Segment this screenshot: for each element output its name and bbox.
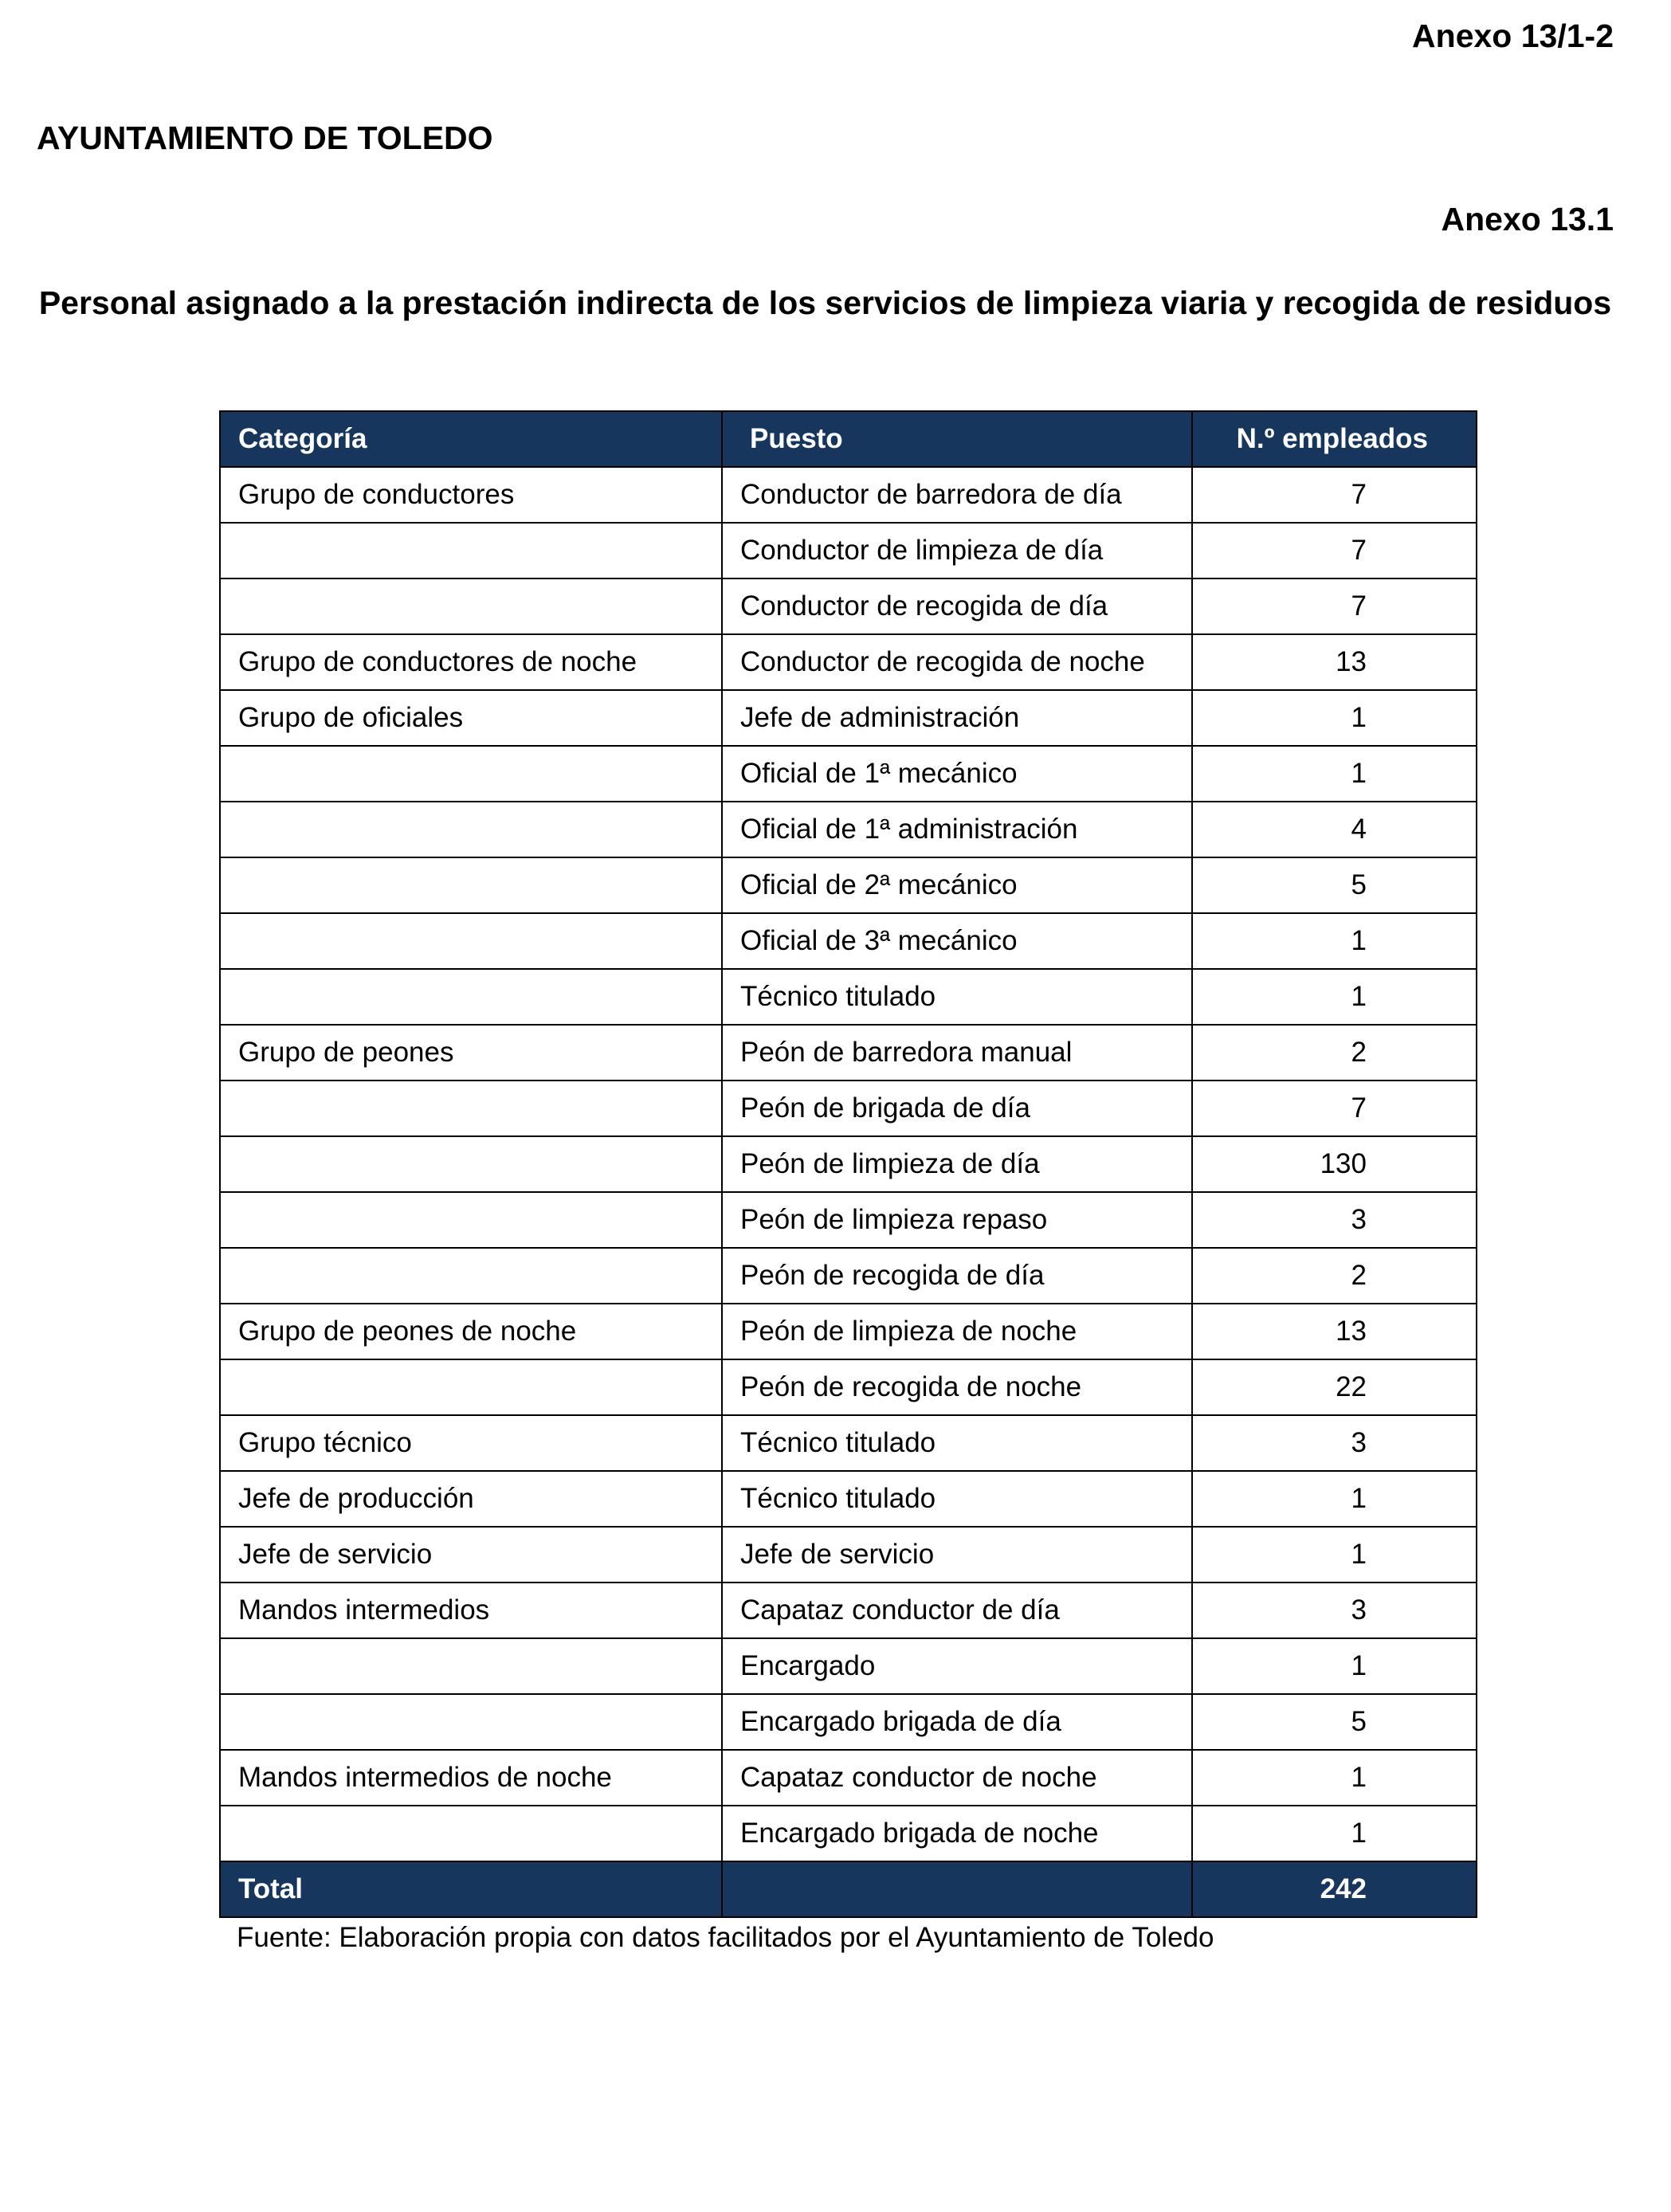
table-row xyxy=(220,467,1477,523)
column-header-position: Puesto xyxy=(722,411,1192,467)
annex-reference: Anexo 13/1-2 xyxy=(1412,18,1614,54)
cell-position: Encargado brigada de noche xyxy=(722,1806,1192,1861)
table-row xyxy=(220,1248,1477,1304)
table-row xyxy=(220,1750,1477,1806)
cell-position: Jefe de servicio xyxy=(722,1527,1192,1583)
cell-position: Oficial de 2ª mecánico xyxy=(722,857,1192,913)
cell-category: Jefe de producción xyxy=(220,1471,722,1527)
cell-position: Peón de limpieza repaso xyxy=(722,1192,1192,1248)
cell-position: Capataz conductor de día xyxy=(722,1583,1192,1638)
table-row xyxy=(220,1638,1477,1694)
table-row xyxy=(220,523,1477,578)
cell-count: 2 xyxy=(1192,1248,1477,1304)
cell-position: Oficial de 1ª administración xyxy=(722,802,1192,857)
cell-category xyxy=(220,969,722,1025)
cell-count: 1 xyxy=(1192,913,1477,969)
cell-category xyxy=(220,1694,722,1750)
cell-category xyxy=(220,1359,722,1415)
organization-name: AYUNTAMIENTO DE TOLEDO xyxy=(37,120,493,156)
cell-count: 3 xyxy=(1192,1583,1477,1638)
column-header-employees: N.º empleados xyxy=(1192,411,1477,467)
cell-count: 5 xyxy=(1192,1694,1477,1750)
table-row xyxy=(220,802,1477,857)
cell-position: Conductor de barredora de día xyxy=(722,467,1192,523)
cell-count: 13 xyxy=(1192,1304,1477,1359)
cell-position: Técnico titulado xyxy=(722,1471,1192,1527)
cell-count: 7 xyxy=(1192,1081,1477,1136)
cell-category: Grupo técnico xyxy=(220,1415,722,1471)
table-row xyxy=(220,1192,1477,1248)
cell-position: Peón de brigada de día xyxy=(722,1081,1192,1136)
table-row xyxy=(220,1583,1477,1638)
cell-category: Mandos intermedios de noche xyxy=(220,1750,722,1806)
table-row xyxy=(220,578,1477,634)
cell-position: Peón de recogida de día xyxy=(722,1248,1192,1304)
cell-category: Grupo de conductores xyxy=(220,467,722,523)
cell-position: Oficial de 1ª mecánico xyxy=(722,746,1192,802)
cell-category xyxy=(220,1806,722,1861)
cell-count: 1 xyxy=(1192,1471,1477,1527)
cell-category: Grupo de conductores de noche xyxy=(220,634,722,690)
table-row xyxy=(220,1471,1477,1527)
cell-count: 1 xyxy=(1192,1750,1477,1806)
table-row xyxy=(220,1359,1477,1415)
cell-category: Jefe de servicio xyxy=(220,1527,722,1583)
cell-category xyxy=(220,746,722,802)
column-header-category: Categoría xyxy=(220,411,722,467)
cell-position: Conductor de recogida de día xyxy=(722,578,1192,634)
total-spacer xyxy=(722,1861,1192,1917)
cell-count: 7 xyxy=(1192,578,1477,634)
cell-count: 4 xyxy=(1192,802,1477,857)
cell-category xyxy=(220,802,722,857)
cell-category xyxy=(220,1248,722,1304)
cell-position: Conductor de limpieza de día xyxy=(722,523,1192,578)
table-row xyxy=(220,1806,1477,1861)
cell-position: Técnico titulado xyxy=(722,969,1192,1025)
table-row xyxy=(220,1527,1477,1583)
cell-position: Peón de barredora manual xyxy=(722,1025,1192,1081)
table-row xyxy=(220,857,1477,913)
cell-category xyxy=(220,1081,722,1136)
cell-position: Jefe de administración xyxy=(722,690,1192,746)
cell-category xyxy=(220,1136,722,1192)
table-row xyxy=(220,746,1477,802)
table-row xyxy=(220,634,1477,690)
cell-count: 22 xyxy=(1192,1359,1477,1415)
cell-count: 2 xyxy=(1192,1025,1477,1081)
table-row xyxy=(220,1136,1477,1192)
table-row xyxy=(220,913,1477,969)
cell-position: Encargado xyxy=(722,1638,1192,1694)
table-row xyxy=(220,969,1477,1025)
cell-category: Grupo de peones xyxy=(220,1025,722,1081)
total-value: 242 xyxy=(1192,1861,1477,1917)
cell-position: Conductor de recogida de noche xyxy=(722,634,1192,690)
table-row xyxy=(220,1694,1477,1750)
cell-position: Peón de limpieza de noche xyxy=(722,1304,1192,1359)
cell-category: Grupo de peones de noche xyxy=(220,1304,722,1359)
cell-count: 5 xyxy=(1192,857,1477,913)
total-label: Total xyxy=(220,1861,722,1917)
table-header-row xyxy=(220,411,1477,467)
annex-number: Anexo 13.1 xyxy=(1441,201,1614,237)
table-row xyxy=(220,1025,1477,1081)
total-row xyxy=(220,1861,1477,1917)
cell-count: 7 xyxy=(1192,523,1477,578)
cell-count: 1 xyxy=(1192,1527,1477,1583)
cell-category xyxy=(220,1638,722,1694)
cell-category: Grupo de oficiales xyxy=(220,690,722,746)
cell-count: 1 xyxy=(1192,1638,1477,1694)
document-title: Personal asignado a la prestación indirecta de los servicios de limpieza viaria y recogida de residuos xyxy=(38,284,1612,321)
table-row xyxy=(220,690,1477,746)
cell-category xyxy=(220,1192,722,1248)
cell-category: Mandos intermedios xyxy=(220,1583,722,1638)
cell-category xyxy=(220,913,722,969)
cell-count: 13 xyxy=(1192,634,1477,690)
cell-count: 7 xyxy=(1192,467,1477,523)
cell-category xyxy=(220,857,722,913)
cell-count: 3 xyxy=(1192,1192,1477,1248)
staff-table xyxy=(219,410,1477,1918)
cell-count: 1 xyxy=(1192,690,1477,746)
table-row xyxy=(220,1304,1477,1359)
source-note: Fuente: Elaboración propia con datos facilitados por el Ayuntamiento de Toledo xyxy=(237,1922,1214,1953)
cell-position: Encargado brigada de día xyxy=(722,1694,1192,1750)
cell-count: 130 xyxy=(1192,1136,1477,1192)
cell-position: Oficial de 3ª mecánico xyxy=(722,913,1192,969)
cell-category xyxy=(220,523,722,578)
cell-count: 1 xyxy=(1192,746,1477,802)
cell-category xyxy=(220,578,722,634)
cell-position: Peón de recogida de noche xyxy=(722,1359,1192,1415)
cell-count: 1 xyxy=(1192,1806,1477,1861)
table-row xyxy=(220,1415,1477,1471)
cell-count: 3 xyxy=(1192,1415,1477,1471)
table-row xyxy=(220,1081,1477,1136)
cell-position: Peón de limpieza de día xyxy=(722,1136,1192,1192)
cell-position: Capataz conductor de noche xyxy=(722,1750,1192,1806)
cell-count: 1 xyxy=(1192,969,1477,1025)
cell-position: Técnico titulado xyxy=(722,1415,1192,1471)
